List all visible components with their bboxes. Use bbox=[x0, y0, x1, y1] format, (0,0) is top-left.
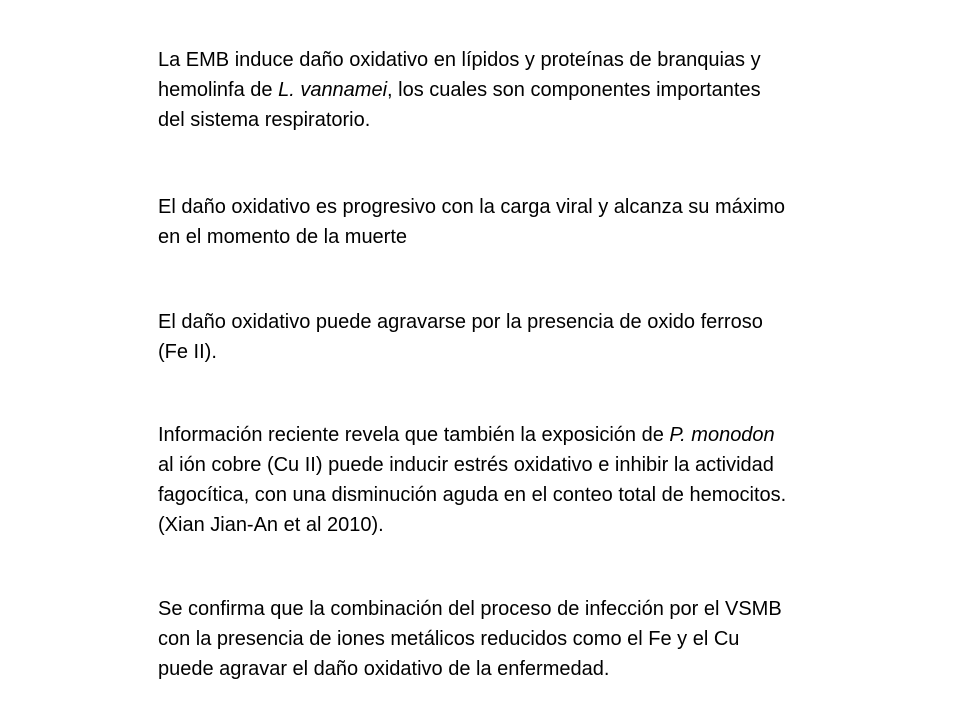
paragraph-1-text-start: La EMB induce daño oxidativo en lípidos y proteínas de branquias y hemolinfa de bbox=[158, 49, 761, 101]
paragraph-ferrous-oxide: El daño oxidativo puede agravarse por la presencia de oxido ferroso (Fe II). bbox=[158, 311, 763, 363]
species-name-l-vannamei: L. vannamei bbox=[278, 79, 388, 101]
paragraph-4-text-start: Información reciente revela que también la exposición de bbox=[158, 424, 670, 446]
paragraph-emb-oxidative-damage bbox=[158, 45, 788, 135]
paragraph-progressive-damage: El daño oxidativo es progresivo con la carga viral y alcanza su máximo en el momento de la muerte bbox=[158, 196, 785, 248]
paragraph-conclusion: Se confirma que la combinación del proceso de infección por el VSMB con la presencia de iones metálicos reducidos como el Fe y el Cu puede agravar el daño oxidativo de la enfermedad. bbox=[158, 598, 782, 680]
paragraph-4-text-end: al ión cobre (Cu II) puede inducir estrés oxidativo e inhibir la actividad fagocítica, con una disminución aguda en el conteo total de hemocitos. (Xian Jian-An et al 2010). bbox=[158, 454, 787, 536]
paragraph-copper-exposure bbox=[158, 420, 788, 540]
paragraph-1-text-end: , los cuales son componentes importantes del sistema respiratorio. bbox=[158, 79, 761, 131]
species-name-p-monodon: P. monodon bbox=[669, 424, 775, 446]
